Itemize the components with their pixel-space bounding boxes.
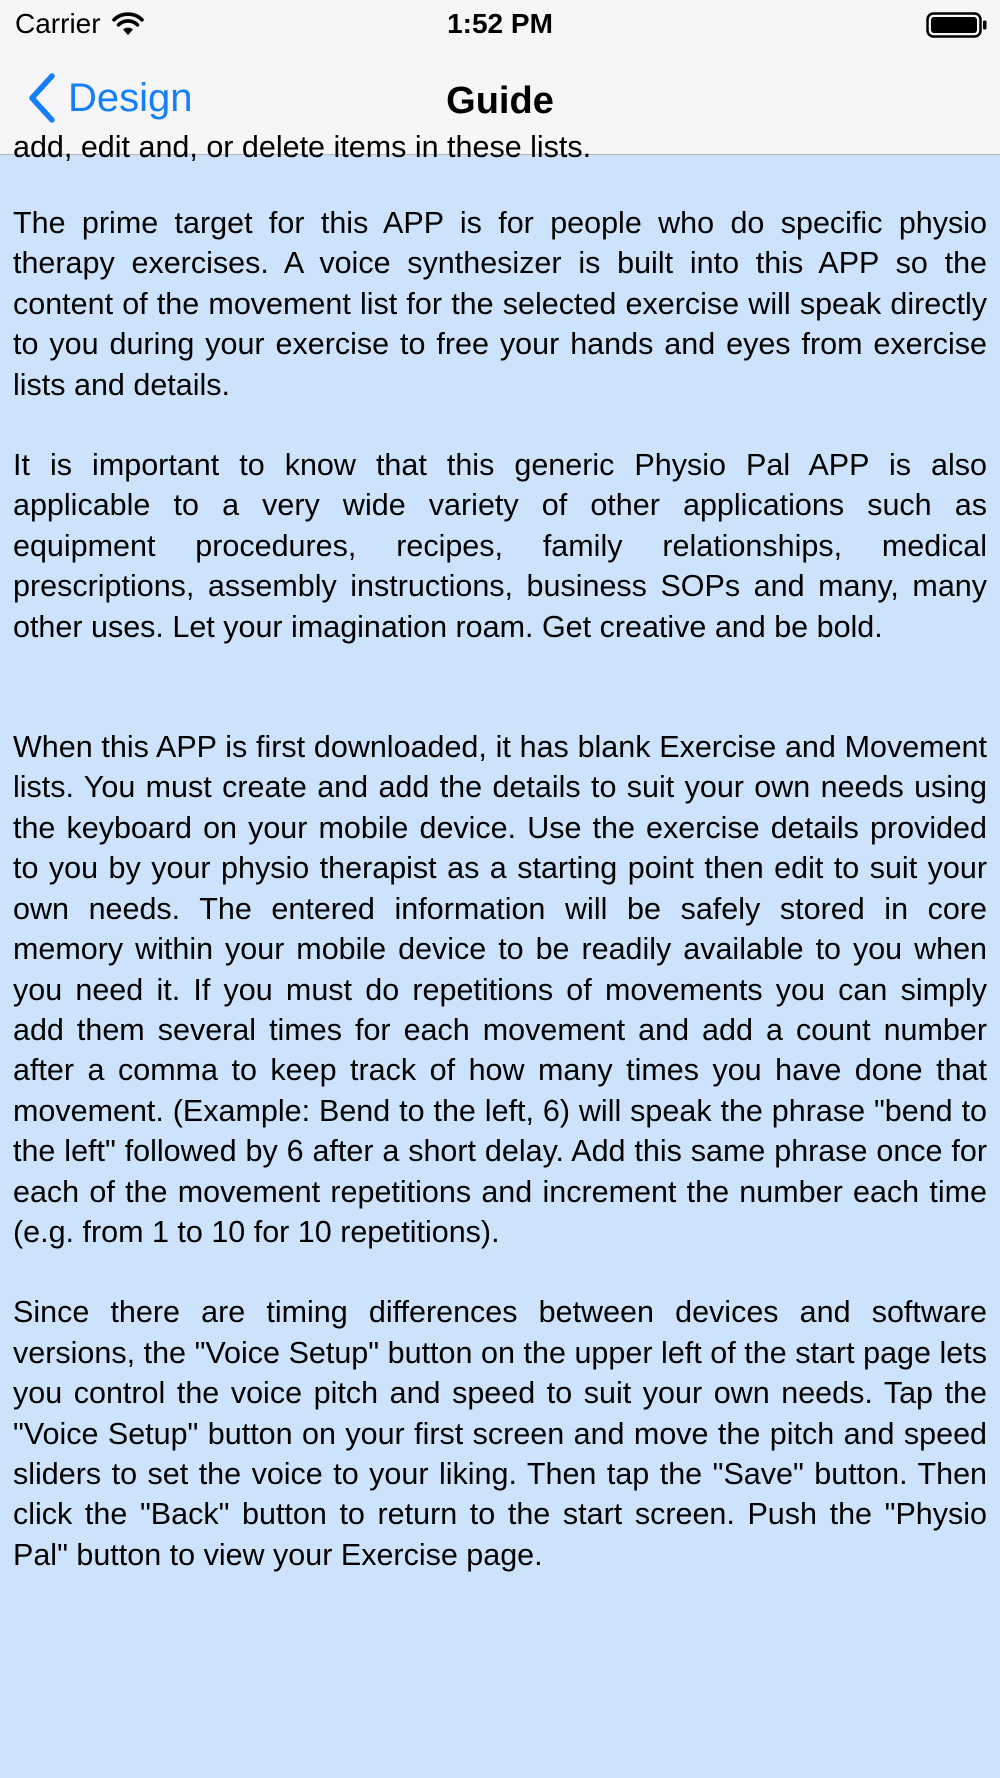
status-time: 1:52 PM: [447, 8, 553, 39]
paragraph-first-download: When this APP is first downloaded, it has blank Exercise and Movement lists. You must create and add the details to suit your own needs using the keyboard on your mobile device. Use the exercise details provided to you by your physio therapist as a starting point then edit to suit your own needs. The entered information will be safely stored in core memory within your mobile device to be readily available to you when you need it. If you must do repetitions of movements you can simply add them several times for each movement and add a count number after a comma to keep track of how many times you have done that movement. (Example: Bend to the left, 6) will speak the phrase "bend to the left" followed by 6 after a short delay. Add this same phrase once for each of the movement repetitions and increment the number each time (e.g. from 1 to 10 for 10 repetitions).: [13, 730, 987, 1249]
page-title: Guide: [446, 80, 554, 122]
cutoff-text-line: add, edit and, or delete items in these lists.: [13, 130, 592, 164]
paragraph-voice-setup: Since there are timing differences between devices and software versions, the "Voice Setup" button on the upper left of the start page lets you control the voice pitch and speed to suit your own needs. Tap the "Voice Setup" button on your first screen and move the pitch and speed sliders to set the voice to your liking. Then tap the "Save" button. Then click the "Back" button to return to the start screen. Push the "Physio Pal" button to view your Exercise page.: [13, 1295, 987, 1572]
paragraph-generic-uses: It is important to know that this generic Physio Pal APP is also applicable to a very wide variety of other applications such as equipment procedures, recipes, family relationships, medical prescriptions, assembly instructions, business SOPs and many, many other uses. Let your imagination roam. Get creative and be bold.: [13, 448, 987, 644]
guide-text-view[interactable]: [0, 130, 1000, 1778]
status-bar: [0, 0, 1000, 50]
battery-icon: [926, 12, 988, 38]
guide-text-body: [13, 203, 987, 1575]
back-button-label: Design: [68, 75, 193, 120]
paragraph-prime-target: The prime target for this APP is for people who do specific physio therapy exercises. A voice synthesizer is built into this APP so the content of the movement list for the selected exercise will speak directly to you during your exercise to free your hands and eyes from exercise lists and details.: [13, 206, 987, 402]
carrier-label: Carrier: [15, 8, 101, 39]
